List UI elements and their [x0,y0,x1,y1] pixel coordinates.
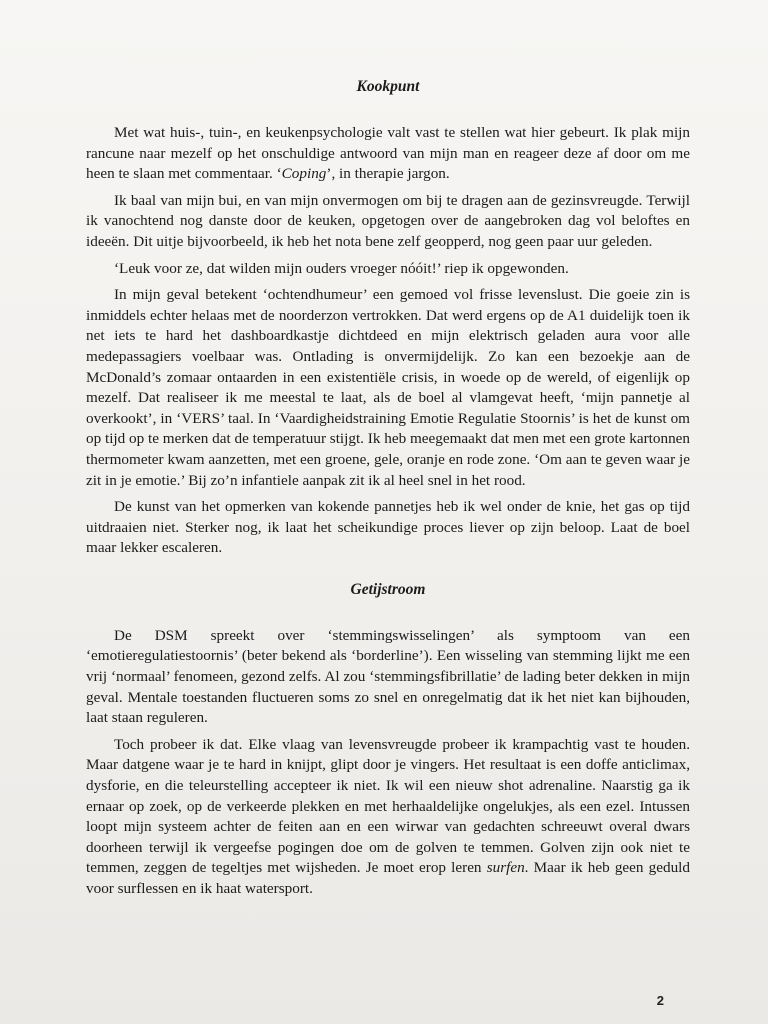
page-number: 2 [656,993,664,1008]
section-title-kookpunt: Kookpunt [356,78,420,95]
italic-term: Coping [281,165,327,183]
paragraph: De kunst van het opmerken van kokende pannetjes heb ik wel onder de knie, het gas op tijd uitdraaien niet. Sterker nog, ik laat het scheikundige proces liever op zijn beloop. Laat de boel maar lekker escaleren. [86,498,690,557]
document-body [86,78,690,900]
paragraph: Toch probeer ik dat. Elke vlaag van levensvreugde probeer ik krampachtig vast te houden. Maar datgene waar je te hard in knijpt, glipt door je vingers. Het resultaat is een doffe anticlimax, dysforie, en die teleurstelling accepteer ik niet. Ik wil een nieuw shot adrenaline. Naarstig ga ik ernaar op zoek, op de verkeerde plekken en met herhaaldelijke ongelukjes, als een ezel. Intussen loopt mijn systeem achter de feiten aan en een wirwar van gedachten schreeuwt overal dwars doorheen terwijl ik vergeefse pogingen doe om de golven te temmen. Golven zijn ook niet te temmen, zeggen de tegeltjes met wijsheden. Je moet erop leren surfen. Maar ik heb geen geduld voor surflessen en ik haat watersport. [86,735,690,897]
italic-term: surfen [486,859,525,877]
paragraph: ‘Leuk voor ze, dat wilden mijn ouders vroeger nóóit!’ riep ik opgewonden. [114,259,569,277]
paragraph: De DSM spreekt over ‘stemmingswisselingen’ als symptoom van een ‘emotieregulatiestoornis’ (beter bekend als ‘borderline’). Een wisseling van stemming lijkt me een vrij ‘normaal’ fenomeen, gezond zelfs. Al zou ‘stemmingsfibrillatie’ de lading beter dekken in mijn geval. Mentale toestanden fluctueren soms zo snel en onregelmatig dat ik het niet kan bijhouden, laat staan reguleren. [86,626,690,727]
paragraph: Met wat huis-, tuin-, en keukenpsychologie valt vast te stellen wat hier gebeurt. Ik plak mijn rancune naar mezelf op het onschuldige antwoord van mijn man en reageer deze af door om me heen te slaan met commentaar. ‘Coping’, in therapie jargon. [86,124,690,183]
paragraph: In mijn geval betekent ‘ochtendhumeur’ een gemoed vol frisse levenslust. Die goeie zin is inmiddels echter helaas met de noorderzon vertrokken. Dat werd ergens op de A1 duidelijk toen ik net iets te hard het dashboardkastje dichtdeed en mijn elektrisch geladen aura voor alle medepassagiers voelbaar was. Ontlading is onvermijdelijk. Zo kan een bezoekje aan de McDonald’s zomaar ontaarden in een existentiële crisis, in woede op de wereld, of eigenlijk op mezelf. Dat realiseer ik me meestal te laat, als de boel al vlamgevat heeft, ‘mijn pannetje al overkookt’, in ‘VERS’ taal. In ‘Vaardigheidstraining Emotie Regulatie Stoornis’ is het de kunst om op tijd op te merken dat de temperatuur stijgt. Ik heb meegemaakt dat men met een grote kartonnen thermometer kwam aanzetten, met een groene, gele, oranje en rode zone. ‘Om aan te geven waar je zit in je emotie.’ Bij zo’n infantiele aanpak zit ik al heel snel in het rood. [86,286,690,489]
paragraph: Ik baal van mijn bui, en van mijn onvermogen om bij te dragen aan de gezinsvreugde. Terwijl ik vanochtend nog danste door de keuken, opgetogen over de aangebroken dag vol beloftes en ideeën. Dit uitje bijvoorbeeld, ik heb het nota bene zelf geopperd, nog geen paar uur geleden. [86,191,690,250]
section-title-getijstroom: Getijstroom [350,580,426,598]
